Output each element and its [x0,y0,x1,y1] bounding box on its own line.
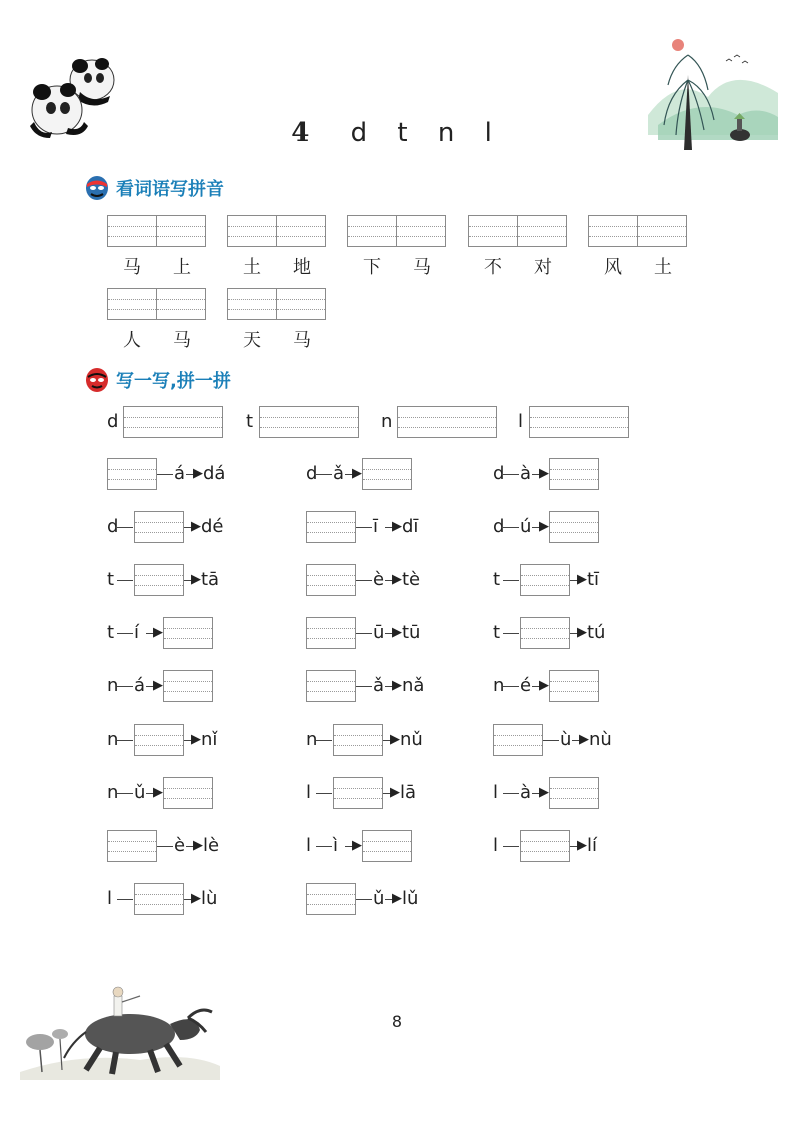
word-box-4[interactable] [468,215,568,247]
exercise-dash [503,793,519,794]
exercise-dash [503,580,519,581]
arrow-right-icon: ▶ [191,519,201,534]
exercise-answer-box[interactable] [107,458,157,490]
exercise-initial: d [493,463,505,484]
title-letter-n: n [437,118,455,148]
exercise-final: è [174,835,186,856]
exercise-dash [117,899,133,900]
exercise-answer-box[interactable] [306,617,356,649]
practice-letter-l: l [518,411,524,432]
exercise-answer-box[interactable] [163,670,213,702]
exercise-answer-box[interactable] [362,458,412,490]
exercise-result: tè [402,569,421,590]
exercise-answer-box[interactable] [163,777,213,809]
exercise-result: lù [201,888,218,909]
word-label-6: 人 马 [123,330,191,351]
exercise-answer-box[interactable] [362,830,412,862]
arrow-right-icon: ▶ [392,678,402,693]
exercise-result: lè [203,835,220,856]
arrow-right-icon: ▶ [390,785,400,800]
exercise-dash [117,686,133,687]
page-number: 8 [391,1012,403,1031]
exercise-dash [316,846,332,847]
exercise-initial: t [493,622,501,643]
arrow-right-icon: ▶ [153,678,163,693]
exercise-answer-box[interactable] [306,883,356,915]
lesson-title [0,118,794,148]
section2-heading [84,367,231,393]
word-label-5: 风 土 [604,257,672,278]
exercise-dash [157,474,173,475]
word-label-7: 天 马 [243,330,311,351]
exercise-result: nǔ [400,729,423,750]
opera-mask-red-icon [84,367,110,393]
exercise-dash [356,686,372,687]
exercise-dash [316,474,332,475]
exercise-initial: n [107,729,119,750]
exercise-initial: l [306,835,312,856]
exercise-result: lí [587,835,598,856]
section1-title: 看词语写拼音 [116,179,224,200]
practice-letter-t: t [246,411,254,432]
exercise-dash [117,793,133,794]
arrow-right-icon: ▶ [577,625,587,640]
exercise-initial: l [306,782,312,803]
exercise-final: ì [333,835,339,856]
exercise-initial: n [107,782,119,803]
exercise-dash [503,633,519,634]
word-label-2: 土 地 [243,257,311,278]
arrow-right-icon: ▶ [191,891,201,906]
arrow-right-icon: ▶ [579,732,589,747]
arrow-right-icon: ▶ [392,891,402,906]
exercise-answer-box[interactable] [134,724,184,756]
exercise-initial: t [107,569,115,590]
word-label-3: 下 马 [363,257,431,278]
exercise-answer-box[interactable] [134,883,184,915]
exercise-initial: n [493,675,505,696]
exercise-initial: l [107,888,113,909]
exercise-result: dá [203,463,226,484]
section1-heading [84,175,224,201]
word-box-6[interactable] [107,288,207,320]
exercise-initial: l [493,835,499,856]
exercise-answer-box[interactable] [549,777,599,809]
arrow-right-icon: ▶ [390,732,400,747]
word-box-1[interactable] [107,215,207,247]
arrow-right-icon: ▶ [191,572,201,587]
exercise-initial: n [107,675,119,696]
exercise-answer-box[interactable] [549,511,599,543]
exercise-result: tī [587,569,600,590]
word-box-7[interactable] [227,288,327,320]
title-letter-t: t [397,118,408,148]
title-letter-l: l [484,118,492,148]
arrow-right-icon: ▶ [577,838,587,853]
exercise-dash [117,580,133,581]
exercise-dash [356,580,372,581]
exercise-final: è [373,569,385,590]
exercise-dash [117,527,133,528]
exercise-final: à [520,463,532,484]
practice-letter-n: n [381,411,393,432]
arrow-right-icon: ▶ [352,466,362,481]
word-box-3[interactable] [347,215,447,247]
exercise-final: ǔ [373,888,385,909]
arrow-right-icon: ▶ [352,838,362,853]
exercise-final: ū [373,622,385,643]
exercise-dash [543,740,559,741]
practice-box-t[interactable] [259,406,359,438]
word-label-4: 不 对 [484,257,552,278]
exercise-dash [117,633,133,634]
exercise-final: í [134,622,140,643]
exercise-result: tū [402,622,421,643]
practice-box-d[interactable] [123,406,223,438]
arrow-right-icon: ▶ [392,519,402,534]
exercise-dash [503,686,519,687]
buffalo-illustration [20,982,220,1080]
arrow-right-icon: ▶ [153,785,163,800]
exercise-dash [117,740,133,741]
exercise-initial: d [493,516,505,537]
exercise-answer-box[interactable] [549,458,599,490]
exercise-initial: t [493,569,501,590]
arrow-right-icon: ▶ [392,572,402,587]
exercise-answer-box[interactable] [134,564,184,596]
exercise-dash [157,846,173,847]
exercise-result: dé [201,516,224,537]
exercise-answer-box[interactable] [520,564,570,596]
exercise-answer-box[interactable] [549,670,599,702]
exercise-dash [316,793,332,794]
exercise-answer-box[interactable] [134,511,184,543]
arrow-right-icon: ▶ [539,519,549,534]
exercise-initial: n [306,729,318,750]
exercise-result: nǐ [201,729,218,750]
practice-letter-d: d [107,411,119,432]
word-box-2[interactable] [227,215,327,247]
exercise-result: dī [402,516,419,537]
exercise-final: à [520,782,532,803]
exercise-final: ǎ [333,463,345,484]
opera-mask-blue-icon [84,175,110,201]
exercise-result: nǎ [402,675,425,696]
exercise-dash [356,633,372,634]
arrow-right-icon: ▶ [577,572,587,587]
exercise-dash [316,740,332,741]
exercise-answer-box[interactable] [306,670,356,702]
exercise-final: é [520,675,532,696]
arrow-right-icon: ▶ [539,785,549,800]
section2-title: 写一写,拼一拼 [116,371,231,392]
exercise-final: á [134,675,146,696]
exercise-dash [356,527,372,528]
exercise-answer-box[interactable] [493,724,543,756]
word-box-5[interactable] [588,215,688,247]
exercise-final: ù [560,729,572,750]
exercise-result: tā [201,569,220,590]
exercise-final: ǎ [373,675,385,696]
exercise-answer-box[interactable] [107,830,157,862]
exercise-final: ú [520,516,532,537]
lesson-number: 4 [291,118,310,148]
exercise-dash [503,527,519,528]
exercise-dash [503,474,519,475]
exercise-answer-box[interactable] [163,617,213,649]
arrow-right-icon: ▶ [153,625,163,640]
practice-box-l[interactable] [529,406,629,438]
exercise-result: lǔ [402,888,419,909]
arrow-right-icon: ▶ [392,625,402,640]
exercise-dash [503,846,519,847]
exercise-dash [356,899,372,900]
word-label-1: 马 上 [123,257,191,278]
exercise-answer-box[interactable] [520,617,570,649]
exercise-initial: l [493,782,499,803]
exercise-initial: d [107,516,119,537]
exercise-final: ǔ [134,782,146,803]
arrow-right-icon: ▶ [539,678,549,693]
exercise-initial: d [306,463,318,484]
exercise-result: tú [587,622,606,643]
arrow-right-icon: ▶ [191,732,201,747]
arrow-right-icon: ▶ [539,466,549,481]
arrow-right-icon: ▶ [193,466,203,481]
exercise-answer-box[interactable] [333,777,383,809]
exercise-result: nù [589,729,612,750]
exercise-final: á [174,463,186,484]
exercise-answer-box[interactable] [306,511,356,543]
exercise-result: lā [400,782,417,803]
exercise-answer-box[interactable] [306,564,356,596]
title-letter-d: d [350,118,368,148]
exercise-initial: t [107,622,115,643]
arrow-right-icon: ▶ [193,838,203,853]
practice-box-n[interactable] [397,406,497,438]
exercise-final: ī [373,516,379,537]
exercise-answer-box[interactable] [520,830,570,862]
exercise-answer-box[interactable] [333,724,383,756]
